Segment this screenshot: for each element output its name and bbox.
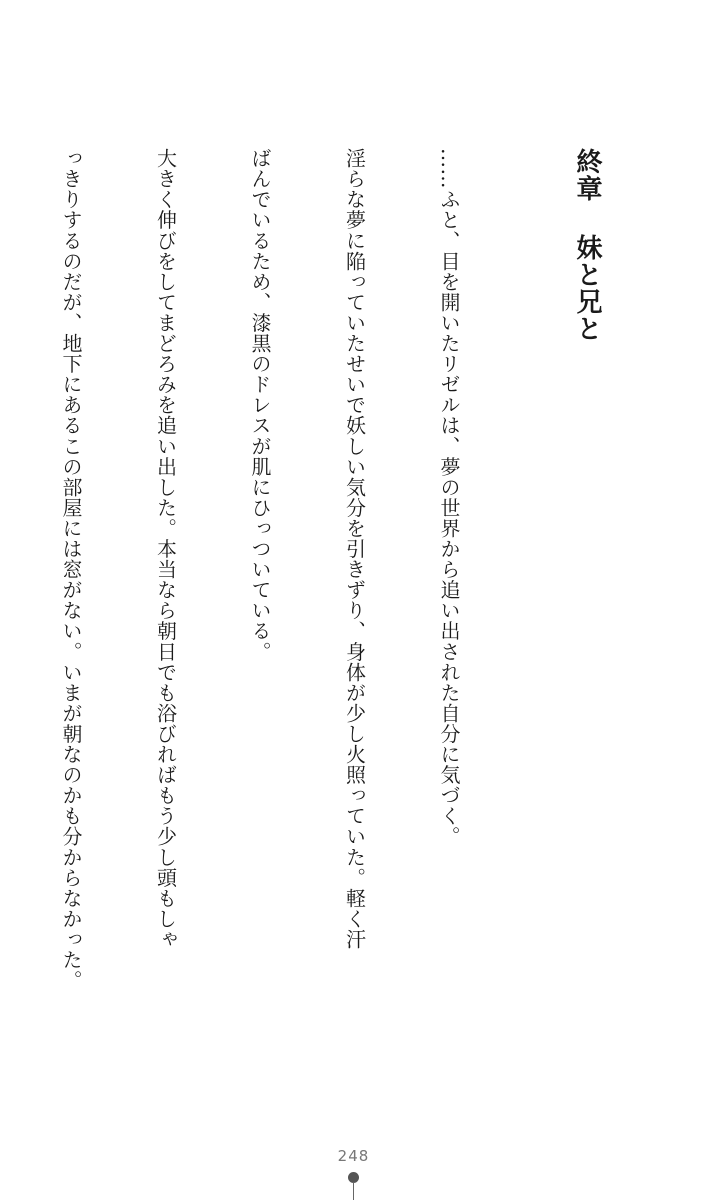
chapter-heading: [567, 148, 607, 342]
chapter-label: 終章: [572, 148, 602, 202]
page-number: 248: [337, 1147, 370, 1165]
body-text: [0, 148, 527, 1008]
chapter-title: 妹と兄と: [572, 234, 602, 343]
text-line: 大きく伸びをしてまどろみを追い出した。本当なら朝日でも浴びればもう少し頭もしゃ: [153, 148, 178, 950]
page-marker-icon: [348, 1172, 359, 1200]
text-line: ……ふと、目を開いたリゼルは、夢の世界から追い出された自分に気づく。: [437, 148, 461, 847]
marker-stem: [353, 1182, 354, 1200]
text-line: ばんでいるため、漆黒のドレスが肌にひっついている。: [248, 148, 272, 662]
text-line: 淫らな夢に陥っていたせいで妖しい気分を引きずり、身体が少し火照っていた。軽く汗: [342, 148, 367, 950]
text-line: っきりするのだが、地下にあるこの部屋には窓がない。いまが朝なのかも分からなかった。: [59, 148, 83, 991]
